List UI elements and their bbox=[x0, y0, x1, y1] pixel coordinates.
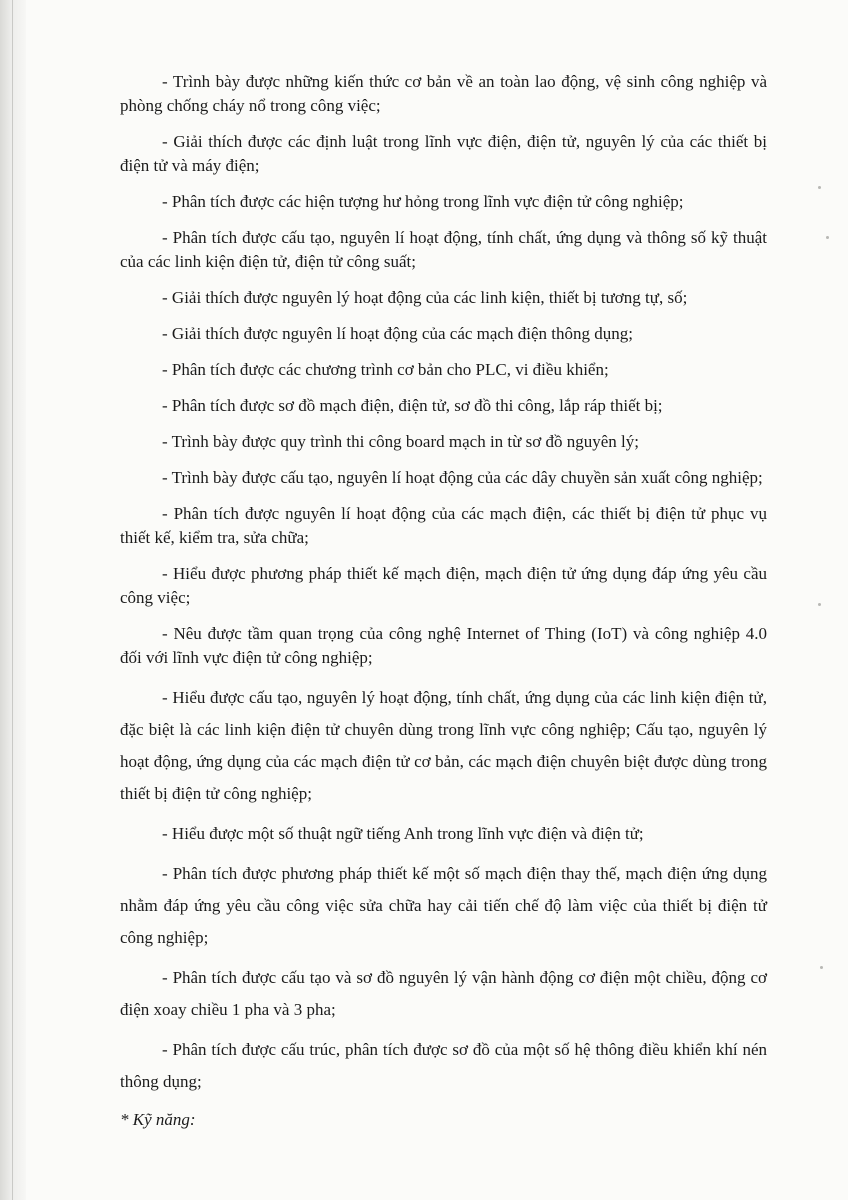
list-item: - Trình bày được quy trình thi công board mạch in từ sơ đồ nguyên lý; bbox=[162, 432, 639, 451]
list-item: - Phân tích được phương pháp thiết kế một số mạch điện thay thế, mạch điện ứng dụng nhằm đáp ứng yêu cầu công việc sửa chữa hay cải tiến chế độ làm việc của thiết bị điện tử công nghiệp; bbox=[120, 864, 767, 947]
list-item: - Hiểu được cấu tạo, nguyên lý hoạt động, tính chất, ứng dụng của các linh kiện điện tử, đặc biệt là các linh kiện điện tử chuyên dùng trong lĩnh vực công nghiệp; Cấu tạo, nguyên lý hoạt động, ứng dụng của các mạch điện tử cơ bản, các mạch điện chuyên biệt được dùng trong thiết bị điện tử công nghiệp; bbox=[120, 688, 767, 803]
list-item: - Phân tích được cấu tạo và sơ đồ nguyên lý vận hành động cơ điện một chiều, động cơ điện xoay chiều 1 pha và 3 pha; bbox=[120, 968, 767, 1019]
scan-speck bbox=[820, 966, 823, 969]
list-item: - Phân tích được các hiện tượng hư hỏng trong lĩnh vực điện tử công nghiệp; bbox=[162, 192, 684, 211]
scan-speck bbox=[826, 236, 829, 239]
list-item: - Giải thích được các định luật trong lĩnh vực điện, điện tử, nguyên lý của các thiết bị điện tử và máy điện; bbox=[120, 132, 767, 175]
list-item: - Trình bày được cấu tạo, nguyên lí hoạt động của các dây chuyền sản xuất công nghiệp; bbox=[162, 468, 763, 487]
list-item: - Phân tích được các chương trình cơ bản cho PLC, vi điều khiển; bbox=[162, 360, 609, 379]
scan-edge bbox=[0, 0, 26, 1200]
scan-speck bbox=[818, 186, 821, 189]
list-item: - Trình bày được những kiến thức cơ bản về an toàn lao động, vệ sinh công nghiệp và phòng chống cháy nổ trong công việc; bbox=[120, 72, 767, 115]
list-item: - Phân tích được nguyên lí hoạt động của các mạch điện, các thiết bị điện tử phục vụ thiết kế, kiểm tra, sửa chữa; bbox=[120, 504, 767, 547]
scan-edge-line bbox=[12, 0, 13, 1200]
section-heading: * Kỹ năng: bbox=[120, 1110, 196, 1129]
list-item: - Phân tích được cấu tạo, nguyên lí hoạt động, tính chất, ứng dụng và thông số kỹ thuật của các linh kiện điện tử, điện tử công suất; bbox=[120, 228, 767, 271]
list-item: - Hiểu được một số thuật ngữ tiếng Anh trong lĩnh vực điện và điện tử; bbox=[162, 824, 644, 843]
list-item: - Phân tích được sơ đồ mạch điện, điện tử, sơ đồ thi công, lắp ráp thiết bị; bbox=[162, 396, 663, 415]
list-item: - Giải thích được nguyên lý hoạt động của các linh kiện, thiết bị tương tự, số; bbox=[162, 288, 688, 307]
list-item: - Nêu được tầm quan trọng của công nghệ Internet of Thing (IoT) và công nghiệp 4.0 đối với lĩnh vực điện tử công nghiệp; bbox=[120, 624, 767, 667]
list-item: - Hiểu được phương pháp thiết kế mạch điện, mạch điện tử ứng dụng đáp ứng yêu cầu công việc; bbox=[120, 564, 767, 607]
scan-speck bbox=[818, 603, 821, 606]
document-body bbox=[120, 70, 767, 1149]
list-item: - Phân tích được cấu trúc, phân tích được sơ đồ của một số hệ thông điều khiển khí nén thông dụng; bbox=[120, 1040, 767, 1091]
list-item: - Giải thích được nguyên lí hoạt động của các mạch điện thông dụng; bbox=[162, 324, 633, 343]
